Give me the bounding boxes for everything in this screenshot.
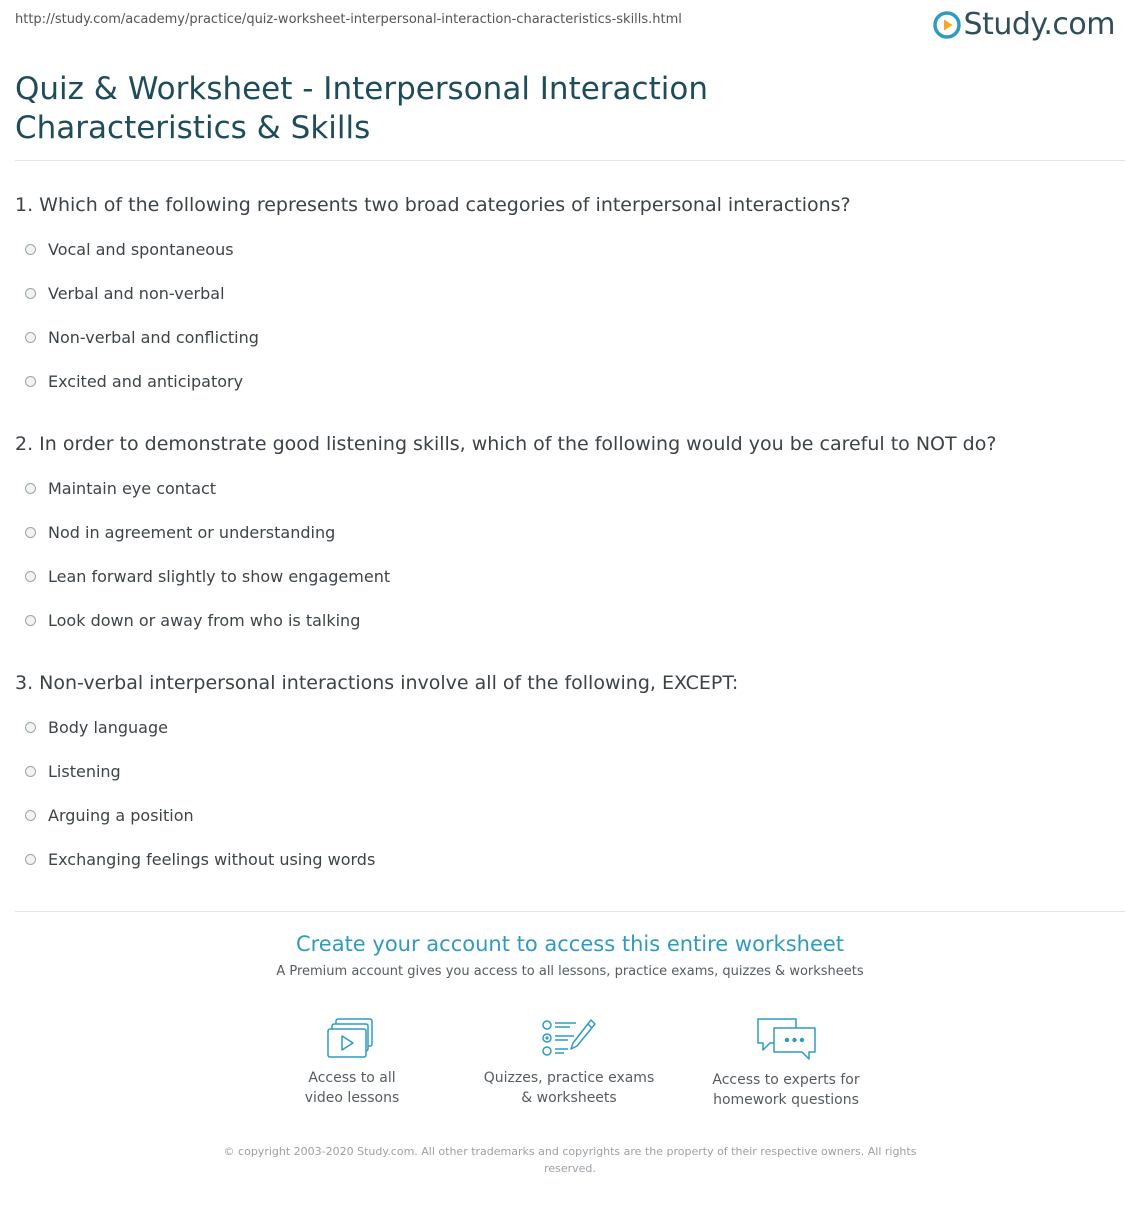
play-logo-icon — [933, 11, 961, 39]
radio-button[interactable] — [25, 244, 36, 255]
radio-button[interactable] — [25, 854, 36, 865]
feature-experts — [686, 1016, 886, 1110]
radio-button[interactable] — [25, 810, 36, 821]
answer-option[interactable] — [15, 749, 1125, 793]
copyright-text: © copyright 2003-2020 Study.com. All other trademarks and copyrights are the property of their respective owners. All rights reserved. — [223, 1145, 917, 1175]
question-3 — [15, 668, 1125, 881]
radio-button[interactable] — [25, 483, 36, 494]
answer-text: Look down or away from who is talking — [48, 610, 361, 630]
question-text: 1. Which of the following represents two broad categories of interpersonal interactions? — [15, 194, 851, 216]
title-divider — [15, 160, 1125, 161]
question-text: 3. Non-verbal interpersonal interactions involve all of the following, EXCEPT: — [15, 672, 739, 694]
answer-list — [15, 466, 1125, 642]
question-text: 2. In order to demonstrate good listening skills, which of the following would you be careful to NOT do? — [15, 433, 997, 455]
answer-text: Nod in agreement or understanding — [48, 522, 336, 542]
answer-option[interactable] — [15, 705, 1125, 749]
quiz-questions — [15, 190, 1125, 907]
cta-title-link[interactable]: Create your account to access this entire worksheet — [295, 932, 845, 956]
video-lessons-icon — [325, 1016, 379, 1060]
answer-option[interactable] — [15, 315, 1125, 359]
answer-text: Listening — [48, 761, 121, 781]
answer-option[interactable] — [15, 793, 1125, 837]
radio-button[interactable] — [25, 288, 36, 299]
answer-text: Body language — [48, 717, 168, 737]
page-title: Quiz & Worksheet - Interpersonal Interaction Characteristics & Skills — [15, 71, 708, 146]
answer-text: Vocal and spontaneous — [48, 239, 234, 259]
answer-option[interactable] — [15, 466, 1125, 510]
feature-label: Access to all video lessons — [304, 1070, 400, 1106]
answer-list — [15, 705, 1125, 881]
answer-text: Verbal and non-verbal — [48, 283, 225, 303]
feature-label: Quizzes, practice exams & worksheets — [483, 1070, 655, 1106]
answer-option[interactable] — [15, 598, 1125, 642]
answer-text: Lean forward slightly to show engagement — [48, 566, 391, 586]
answer-text: Maintain eye contact — [48, 478, 217, 498]
quiz-checklist-icon — [540, 1016, 598, 1060]
radio-button[interactable] — [25, 571, 36, 582]
answer-text: Exchanging feelings without using words — [48, 849, 376, 869]
feature-quizzes — [469, 1016, 669, 1108]
answer-option[interactable] — [15, 271, 1125, 315]
answer-option[interactable] — [15, 837, 1125, 881]
radio-button[interactable] — [25, 766, 36, 777]
study-logo[interactable] — [933, 7, 1115, 42]
page-url: http://study.com/academy/practice/quiz-worksheet-interpersonal-interaction-characteristics-skills.html — [15, 12, 682, 27]
radio-button[interactable] — [25, 615, 36, 626]
answer-option[interactable] — [15, 554, 1125, 598]
radio-button[interactable] — [25, 527, 36, 538]
radio-button[interactable] — [25, 376, 36, 387]
radio-button[interactable] — [25, 332, 36, 343]
radio-button[interactable] — [25, 722, 36, 733]
answer-option[interactable] — [15, 227, 1125, 271]
section-divider — [15, 911, 1125, 912]
cta-subtitle: A Premium account gives you access to all lessons, practice exams, quizzes & worksheets — [276, 964, 864, 979]
question-1 — [15, 190, 1125, 403]
answer-text: Non-verbal and conflicting — [48, 327, 259, 347]
chat-bubbles-icon — [754, 1016, 818, 1062]
answer-list — [15, 227, 1125, 403]
feature-video-lessons — [252, 1016, 452, 1108]
logo-text: Study.com — [963, 7, 1115, 42]
feature-label: Access to experts for homework questions — [712, 1072, 860, 1108]
question-2 — [15, 429, 1125, 642]
answer-option[interactable] — [15, 510, 1125, 554]
answer-option[interactable] — [15, 359, 1125, 403]
answer-text: Excited and anticipatory — [48, 371, 244, 391]
answer-text: Arguing a position — [48, 805, 194, 825]
